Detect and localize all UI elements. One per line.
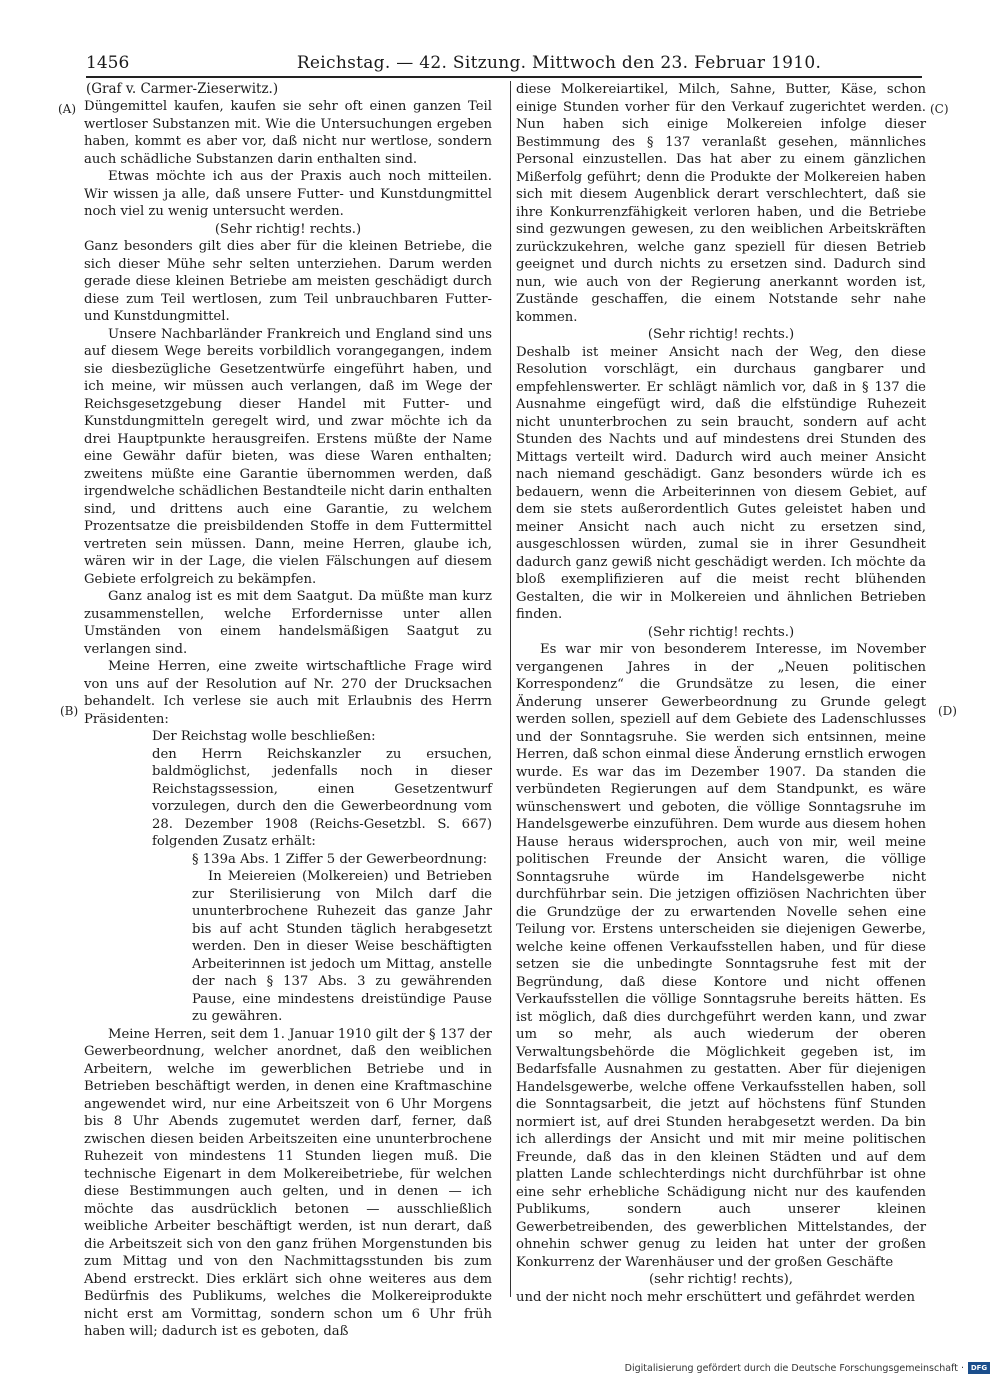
paragraph: und der nicht noch mehr erschüttert und gefährdet werden [516, 1289, 915, 1305]
page-number: 1456 [86, 53, 130, 73]
footer-text: Digitalisierung gefördert durch die Deutsche Forschungsgemeinschaft · [624, 1362, 964, 1374]
paragraph: Meine Herren, seit dem 1. Januar 1910 gilt der § 137 der Gewerbeordnung, welcher anordnet, daß den weiblichen Arbeitern, welche im gewerblichen Betriebe und in Betrieben beschäftigt werden, in denen eine Kraftmaschine angewendet wird, nur eine Arbeitszeit von 6 Uhr Morgens bis 8 Uhr Abends zugemutet werden darf, ferner, daß zwischen diesen beiden Arbeitszeiten eine ununterbrochene Ruhezeit von mindestens 11 Stunden liegen muß. Die technische Eigenart in dem Molkereibetriebe, für welchen diese Bestimmungen auch gelten, und in denen — ich möchte das ausdrücklich betonen — ausschließlich weibliche Arbeiter beschäftigt werden, ist nun derart, daß die Arbeitszeit sich von den ganz frühen Morgenstunden bis zum Mittag und von den Nachmittagsstunden bis zum Abend erstreckt. Dies erklärt sich ohne weiteres aus dem Bedürfnis des Publikums, welches die Molkereiprodukte nicht erst am Vormittag, sondern schon um 6 Uhr früh haben will; dadurch ist es geboten, daß [84, 1026, 492, 1339]
speaker-note: (Graf v. Carmer-Zieserwitz.) [86, 81, 279, 97]
page-header [86, 50, 922, 76]
dfg-logo: DFG [968, 1362, 990, 1374]
digitization-footer [625, 1362, 990, 1374]
paragraph: Meine Herren, eine zweite wirtschaftliche Frage wird von uns auf der Resolution auf Nr. 270 der Drucksachen behandelt. Ich verlese sie auch mit Erlaubnis des Herrn Präsidenten: [84, 659, 492, 727]
interjection: (Sehr richtig! rechts.) [647, 624, 795, 640]
running-title: Reichstag. — 42. Sitzung. Mittwoch den 23. Februar 1910. [296, 53, 822, 73]
right-column [516, 81, 926, 1306]
margin-marker-c: (C) [930, 102, 949, 116]
paragraph: Unsere Nachbarländer Frankreich und England sind uns auf diesem Wege bereits vorbildlich vorangegangen, indem sie diesbezügliche Gesetzentwürfe eingeführt haben, und ich meine, wir müssen auch verlangen, daß im Wege der Reichsgesetzgebung dieser Handel mit Futter- und Kunstdungmitteln geregelt wird, und zwar möchte ich da drei Hauptpunkte herausgreifen. Erstens müßte der Name eine Gewähr dafür bieten, was diese Waren enthalten; zweitens müßte eine Garantie übernommen werden, daß irgendwelche schädlichen Bestandteile nicht darin enthalten sind, und drittens auch eine Garantie, zu welchem Prozentsatze die preisbildenden Stoffe in dem Futtermittel vertreten sein müssen. Dann, meine Herren, glaube ich, wären wir in der Lage, die vielen Fälschungen auf diesem Gebiete erfolgreich zu bekämpfen. [84, 326, 492, 587]
left-column [84, 98, 492, 1341]
resolution-text: den Herrn Reichskanzler zu ersuchen, baldmöglichst, jedenfalls noch in dieser Reichstagssession, einen Gesetzentwurf vorzulegen, durch den die Gewerbeordnung vom 28. Dezember 1908 (Reichs-Gesetzbl. S. 667) folgenden Zusatz erhält: [152, 746, 492, 849]
paragraph: Deshalb ist meiner Ansicht nach der Weg, den diese Resolution vorschlägt, ein durchaus gangbarer und empfehlenswerter. Er schlägt nämlich vor, daß in § 137 die Ausnahme eingefügt wird, daß die elfstündige Ruhezeit nicht ununterbrochen zu sein braucht, sondern auf acht Stunden des Nachts und auf mindestens drei Stunden des Mittags verteilt wird. Dadurch wird auch meiner Ansicht nach niemand geschädigt. Ganz besonders würde ich es bedauern, wenn die Arbeiterinnen von diesem Gebiet, auf dem sie stets außerordentlich Gutes geleistet haben und meiner Ansicht nach auch nicht zu ersetzen sind, ausgeschlossen würden, zumal sie in ihrer Gesundheit dadurch ganz gewiß nicht geschädigt werden. Ich möchte da bloß exemplifizieren auf die meist recht blühenden Gestalten, die wir in Molkereien und ähnlichen Betrieben finden. [516, 344, 926, 622]
margin-marker-d: (D) [938, 704, 957, 718]
paragraph: Ganz analog ist es mit dem Saatgut. Da müßte man kurz zusammenstellen, welche Erfordernisse unter allen Umständen von einem handelsmäßigen Saatgut zu verlangen sind. [84, 589, 492, 657]
column-divider [510, 81, 511, 1297]
paragraph: Es war mir von besonderem Interesse, im November vergangenen Jahres in der „Neuen politischen Korrespondenz“ die Grundsätze zu lesen, die einer Änderung unserer Gewerbeordnung zu Grunde gelegt werden sollen, speziell auf dem Gebiete des Ladenschlusses und der Sonntagsruhe. Sie werden sich entsinnen, meine Herren, daß schon einmal diese Änderung ernstlich erwogen wurde. Es war das im Dezember 1907. Da standen die verbündeten Regierungen auf dem Standpunkt, es wäre wünschenswert und geboten, die völlige Sonntagsruhe im Handelsgewerbe einzuführen. Dem wurde aus diesem hohen Hause heraus widersprochen, auch von mir, weil meine politischen Freunde der Ansicht waren, die völlige Sonntagsruhe würde im Handelsgewerbe nicht durchführbar sein. Die jetzigen offiziösen Nachrichten über die Grundzüge der zu erwartenden Novelle sehen eine Teilung vor. Erstens unterscheiden sie diejenigen Gewerbe, welche keine offenen Verkaufsstellen haben, und für diese setzen sie die unbedingte Sonntagsruhe fest mit der Begründung, daß diese Kontore und nicht offenen Verkaufsstellen die völlige Sonntagsruhe bereits hätten. Es ist möglich, daß dies durchgeführt werden kann, und zwar um so mehr, als auch wiederum der oberen Verwaltungsbehörde die Möglichkeit gegeben ist, im Bedarfsfalle Ausnahmen zu gestatten. Aber für diejenigen Handelsgewerbe, welche offene Verkaufsstellen haben, soll die Sonntagsarbeit, die jetzt auf höchstens fünf Stunden normiert ist, auf drei Stunden herabgesetzt werden. Da bin ich allerdings der Ansicht und mit mir meine politischen Freunde, daß das in den kleinen Städten und auf dem platten Lande schlechterdings nicht durchführbar ist ohne eine sehr erhebliche Schädigung nicht nur des kaufenden Publikums, sondern auch unserer kleinen Gewerbetreibenden, des gewerblichen Mittelstandes, der ohnehin schwer genug zu leiden hat unter der großen Konkurrenz der Warenhäuser und der großen Geschäfte [516, 642, 926, 1270]
margin-marker-b: (B) [60, 704, 79, 718]
paragraph: Etwas möchte ich aus der Praxis auch noch mitteilen. Wir wissen ja alle, daß unsere Futter- und Kunstdungmittel noch viel zu wenig untersucht werden. [84, 169, 492, 219]
interjection: (Sehr richtig! rechts.) [214, 221, 362, 237]
paragraph: Düngemittel kaufen, kaufen sie sehr oft einen ganzen Teil wertloser Substanzen mit. Wie die Untersuchungen ergeben haben, kommt es aber vor, daß nicht nur wertlose, sondern auch schädliche Substanzen darin enthalten sind. [84, 99, 492, 167]
header-rule [86, 76, 922, 78]
resolution-clause: In Meiereien (Molkereien) und Betrieben zur Sterilisierung von Milch darf die ununterbrochene Ruhezeit das ganze Jahr bis auf acht Stunden täglich herabgesetzt werden. Den in dieser Weise beschäftigten Arbeiterinnen ist jedoch um Mittag, anstelle der nach § 137 Abs. 3 zu gewährenden Pause, eine mindestens dreistündige Pause zu gewähren. [192, 869, 492, 1024]
resolution-paragraph-ref: § 139a Abs. 1 Ziffer 5 der Gewerbeordnung: [192, 851, 488, 867]
paragraph: Ganz besonders gilt dies aber für die kleinen Betriebe, die sich dieser Mühe sehr selten unterziehen. Darum werden gerade diese kleinen Betriebe am meisten geschädigt durch diese zum Teil wertlosen, zum Teil unbrauchbaren Futter- und Kunstdungmittel. [84, 239, 492, 324]
resolution-heading: Der Reichstag wolle beschließen: [152, 729, 376, 744]
interjection: (Sehr richtig! rechts.) [647, 327, 795, 342]
paragraph: diese Molkereiartikel, Milch, Sahne, Butter, Käse, schon einige Stunden vorher für den Verkauf zugerichtet werden. Nun haben sich einige Molkereien infolge dieser Bestimmung des § 137 veranlaßt gesehen, männliches Personal einzustellen. Das hat aber zu einem gänzlichen Mißerfolg geführt; denn die Produkte der Molkereien haben sich mit diesem Augenblick derart verschlechtert, daß sie ihre Konkurrenzfähigkeit verloren haben, und die Betriebe sind gezwungen gewesen, zu den weiblichen Arbeitskräften zurückzukehren, welche ganz speziell für diesen Betrieb geeignet und durch nichts zu ersetzen sind. Dadurch sind nun, wie auch von der Regierung anerkannt worden ist, Zustände geschaffen, die einem Notstande sehr nahe kommen. [516, 82, 926, 325]
interjection: (sehr richtig! rechts), [649, 1272, 793, 1287]
margin-marker-a: (A) [58, 102, 77, 116]
